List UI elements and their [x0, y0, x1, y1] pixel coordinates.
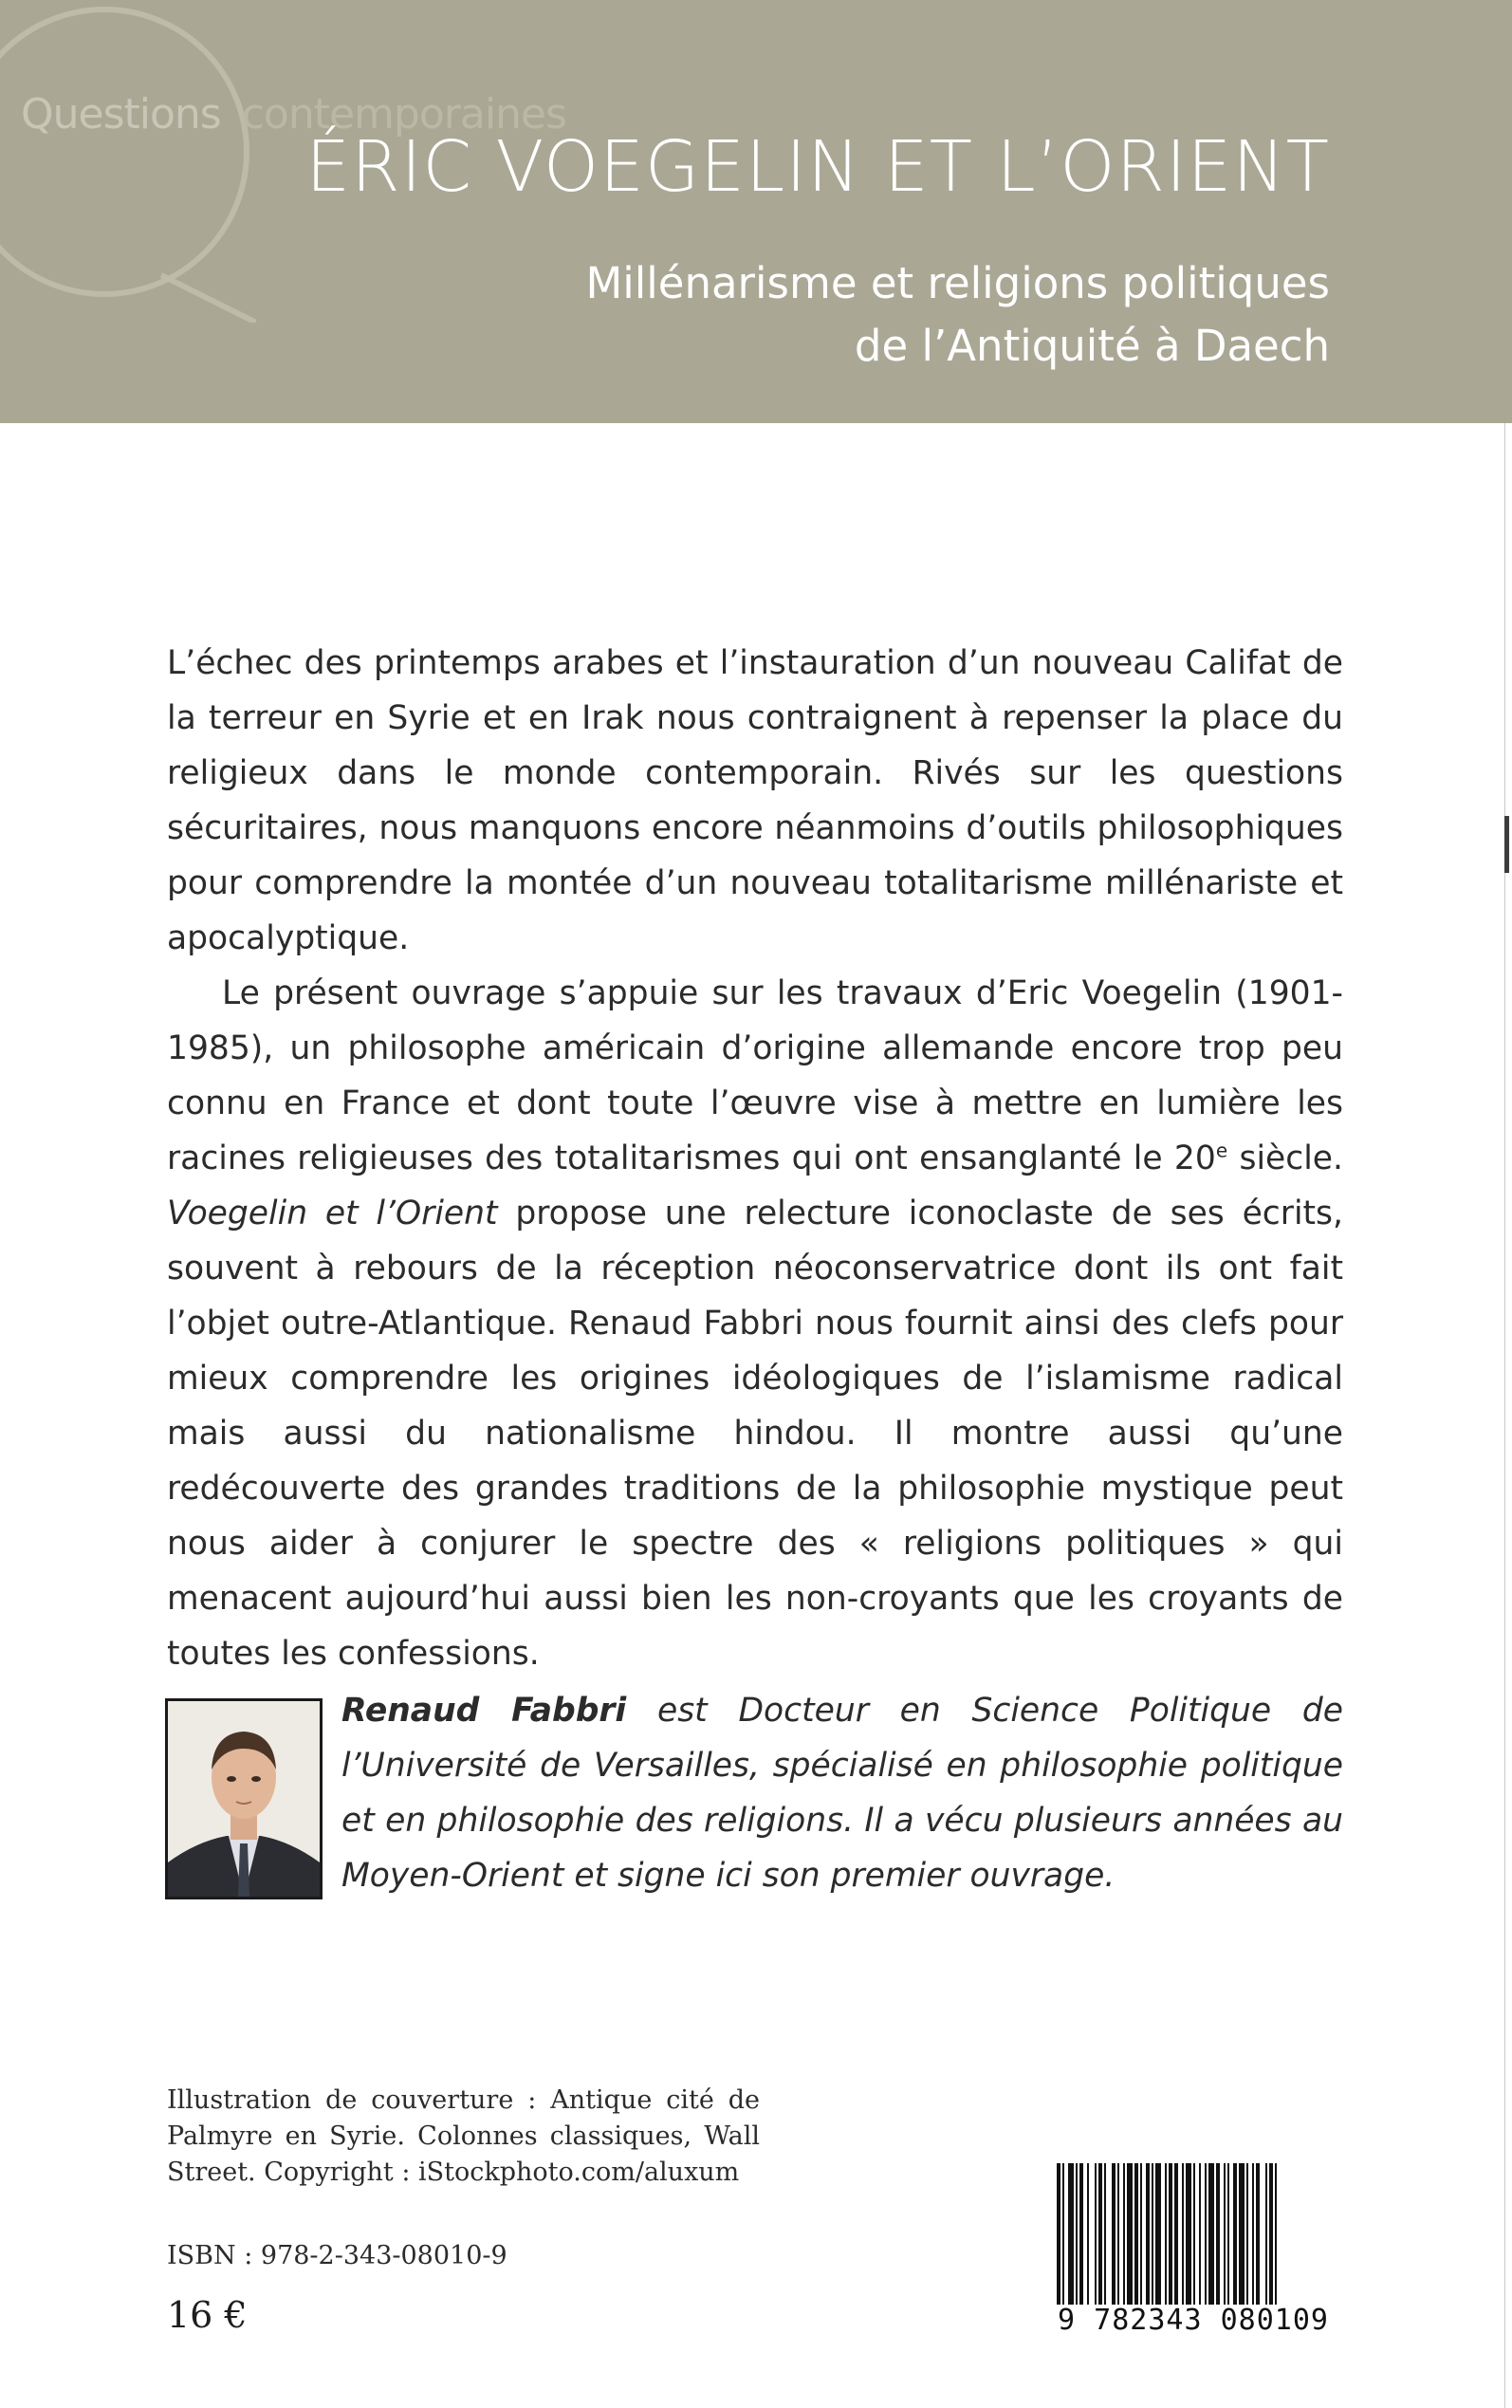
- barcode-bar: [1087, 2163, 1089, 2306]
- barcode-bar: [1095, 2163, 1097, 2306]
- book-subtitle: [585, 252, 1330, 378]
- barcode-bar: [1057, 2163, 1060, 2306]
- author-portrait-illustration: [168, 1701, 320, 1897]
- blurb-p2-book-title: Voegelin et l’Orient: [167, 1195, 498, 1232]
- barcode-bar: [1127, 2163, 1133, 2306]
- blurb-p2-superscript: e: [1215, 1139, 1228, 1162]
- isbn: ISBN : 978-2-343-08010-9: [167, 2241, 507, 2270]
- barcode-bar: [1112, 2163, 1116, 2306]
- price: 16 €: [167, 2294, 248, 2336]
- barcode-bar: [1076, 2163, 1078, 2306]
- author-name: Renaud Fabbri: [341, 1692, 627, 1730]
- barcode-bar: [1134, 2163, 1138, 2306]
- barcode-bar: [1252, 2163, 1254, 2306]
- author-bio: [341, 1683, 1343, 1903]
- series-q-logo: [0, 0, 256, 323]
- subtitle-line-1: Millénarisme et religions politiques: [585, 258, 1330, 308]
- barcode-bar: [1169, 2163, 1172, 2306]
- barcode-bar: [1117, 2163, 1119, 2306]
- barcode-bar: [1155, 2163, 1161, 2306]
- barcode-bar: [1104, 2163, 1106, 2306]
- barcode-bars: [1051, 2159, 1336, 2311]
- barcode-bar: [1216, 2163, 1220, 2306]
- series-name-main: Questions: [21, 90, 221, 139]
- barcode-bar: [1199, 2163, 1201, 2306]
- barcode-bar: [1146, 2163, 1150, 2306]
- series-name-secondary: contemporaines: [241, 90, 566, 139]
- barcode-bar: [1165, 2163, 1167, 2306]
- barcode-bar: [1182, 2163, 1184, 2306]
- barcode-bar: [1140, 2163, 1142, 2306]
- barcode-digits: 9 782343 080109: [1051, 2305, 1336, 2337]
- barcode-bar: [1123, 2163, 1125, 2306]
- barcode-bar: [1275, 2163, 1277, 2306]
- barcode-bar: [1239, 2163, 1245, 2306]
- barcode-bar: [1079, 2163, 1083, 2306]
- book-title: ÉRIC VOEGELIN ET L’ORIENT: [305, 126, 1330, 208]
- barcode-bar: [1265, 2163, 1267, 2306]
- barcode-bar: [1227, 2163, 1229, 2306]
- author-bio-text: est Docteur en Science Politique de l’Université de Versailles, spécialisé en philosophie politique et en philosophie des religions. Il a vécu plusieurs années au Moyen-Orient et signe ici son premier ouvrage.: [341, 1692, 1343, 1895]
- blurb-p2-part-c: propose une relecture iconoclaste de ses écrits, souvent à rebours de la réception néoconservatrice dont ils ont fait l’objet outre-Atlantique. Renaud Fabbri nous fournit ainsi des clefs pour mieux comprendre les origines idéologiques de l’islamisme radical mais aussi du nationalisme hindou. Il montre aussi qu’une redécouverte des grandes traditions de la philosophie mystique peut nous aider à conjurer le spectre des « religions politiques » qui menacent aujourd’hui aussi bien les non-croyants que les croyants de toutes les confessions.: [167, 1195, 1344, 1673]
- barcode-bar: [1186, 2163, 1191, 2306]
- barcode-bar: [1205, 2163, 1207, 2306]
- blurb-paragraph-1: L’échec des printemps arabes et l’instauration d’un nouveau Califat de la terreur en Syrie et en Irak nous contraignent à repenser la place du religieux dans le monde contemporain. Rivés sur les questions sécuritaires, nous manquons encore néanmoins d’outils philosophiques pour comprendre la montée d’un nouveau totalitarisme millénariste et apocalyptique.: [167, 644, 1343, 957]
- blurb-paragraph-2: [167, 966, 1343, 1681]
- barcode-bar: [1256, 2163, 1260, 2306]
- back-cover-blurb: [167, 636, 1343, 1681]
- barcode-bar: [1152, 2163, 1153, 2306]
- barcode: [1051, 2159, 1336, 2337]
- barcode-bar: [1193, 2163, 1195, 2306]
- cover-illustration-credit: Illustration de couverture : Antique cité de Palmyre en Syrie. Colonnes classiques, Wall Street. Copyright : iStockphoto.com/aluxum: [167, 2085, 760, 2187]
- blurb-p2-part-b: siècle.: [1227, 1139, 1344, 1177]
- barcode-bar: [1246, 2163, 1248, 2306]
- subtitle-line-2: de l’Antiquité à Daech: [854, 321, 1330, 371]
- blurb-p2-part-a: Le présent ouvrage s’appuie sur les travaux d’Eric Voegelin (1901-1985), un philosophe américain d’origine allemande encore trop peu connu en France et dont toute l’œuvre vise à mettre en lumière les racines religieuses des totalitarismes qui ont ensanglanté le 20: [167, 974, 1343, 1177]
- barcode-bar: [1062, 2163, 1064, 2306]
- cover-header: [0, 0, 1512, 423]
- author-photo: [165, 1698, 323, 1899]
- barcode-bar: [1098, 2163, 1102, 2306]
- barcode-bar: [1233, 2163, 1237, 2306]
- spine-edge-line: [1504, 423, 1505, 2408]
- spine-edge-mark: [1504, 816, 1509, 873]
- barcode-bar: [1208, 2163, 1214, 2306]
- barcode-bar: [1269, 2163, 1273, 2306]
- barcode-bar: [1068, 2163, 1074, 2306]
- barcode-bar: [1174, 2163, 1178, 2306]
- barcode-bar: [1224, 2163, 1226, 2306]
